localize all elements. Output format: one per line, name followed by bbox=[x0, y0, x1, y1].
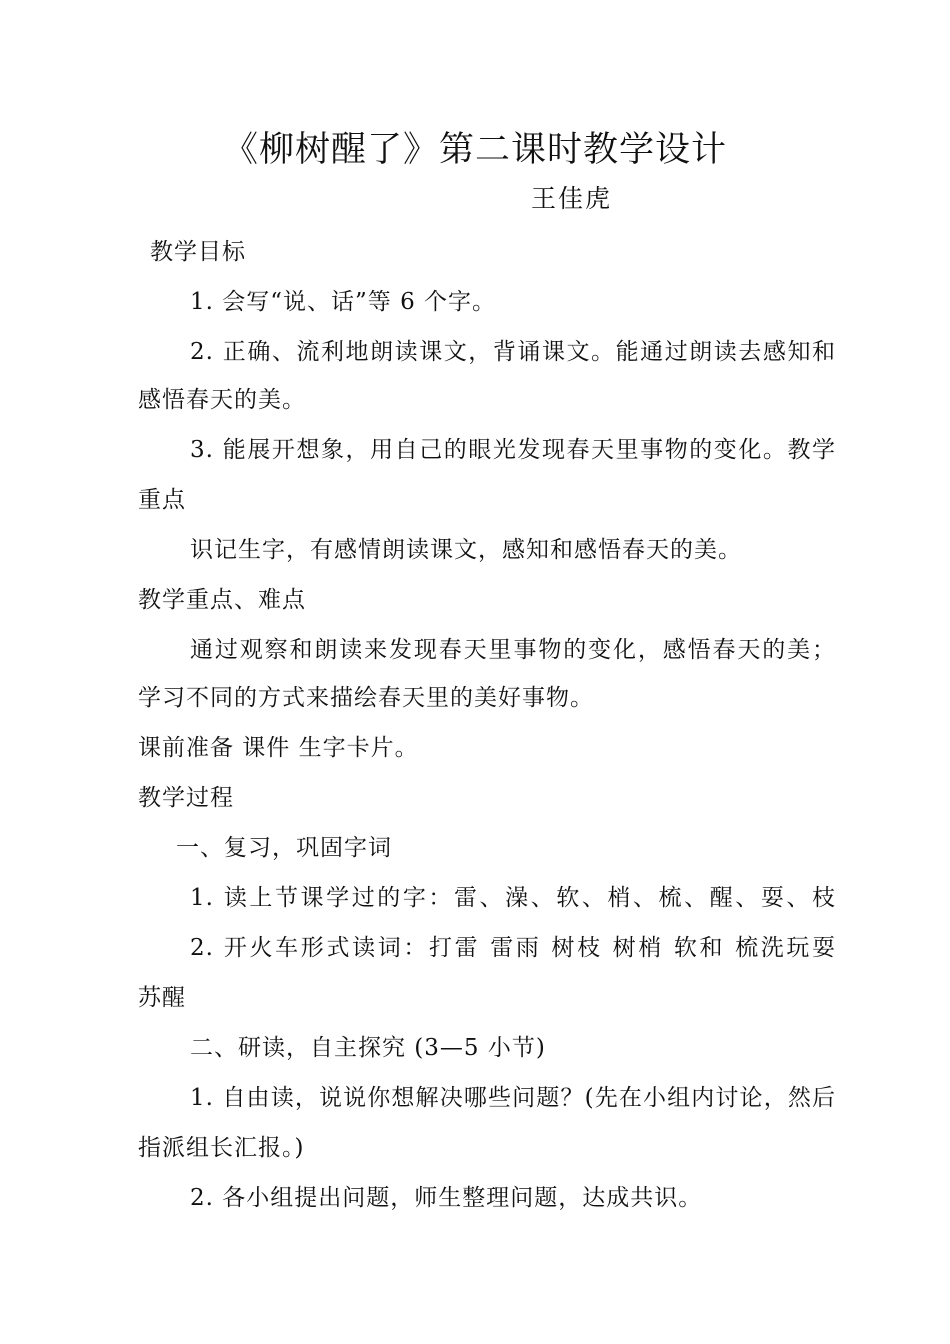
goal-item-2: 2. 正确、流利地朗读课文，背诵课文。能通过朗读去感知和 bbox=[190, 339, 836, 365]
difficult-points-text-continued: 学习不同的方式来描绘春天里的美好事物。 bbox=[138, 685, 594, 711]
study-item-1-continued: 指派组长汇报。) bbox=[138, 1135, 305, 1161]
goal-item-3-continued: 重点 bbox=[138, 487, 186, 513]
heading-teaching-process: 教学过程 bbox=[138, 785, 234, 811]
heading-teaching-goals: 教学目标 bbox=[150, 239, 246, 265]
review-item-2-continued: 苏醒 bbox=[138, 985, 186, 1011]
study-item-2: 2. 各小组提出问题，师生整理问题，达成共识。 bbox=[190, 1185, 703, 1211]
review-item-1: 1. 读上节课学过的字：雷、澡、软、梢、梳、醒、耍、枝 bbox=[190, 885, 836, 911]
section-study: 二、研读，自主探究 (3—5 小节) bbox=[190, 1035, 546, 1061]
preparation-line: 课前准备 课件 生字卡片。 bbox=[138, 735, 419, 761]
study-item-1: 1. 自由读，说说你想解决哪些问题？(先在小组内讨论，然后 bbox=[190, 1085, 836, 1111]
document-author: 王佳虎 bbox=[531, 184, 613, 213]
section-review: 一、复习，巩固字词 bbox=[176, 835, 392, 861]
difficult-points-text: 通过观察和朗读来发现春天里事物的变化，感悟春天的美； bbox=[190, 637, 836, 663]
key-points-text: 识记生字，有感情朗读课文，感知和感悟春天的美。 bbox=[190, 537, 742, 563]
goal-item-1: 1. 会写“说、话”等 6 个字。 bbox=[190, 289, 497, 315]
heading-key-and-difficult-points: 教学重点、难点 bbox=[138, 587, 306, 613]
review-item-2: 2. 开火车形式读词：打雷 雷雨 树枝 树梢 软和 梳洗玩耍 bbox=[190, 935, 836, 961]
document-title: 《柳树醒了》第二课时教学设计 bbox=[222, 130, 727, 170]
goal-item-3: 3. 能展开想象，用自己的眼光发现春天里事物的变化。教学 bbox=[190, 437, 836, 463]
goal-item-2-continued: 感悟春天的美。 bbox=[138, 387, 306, 413]
